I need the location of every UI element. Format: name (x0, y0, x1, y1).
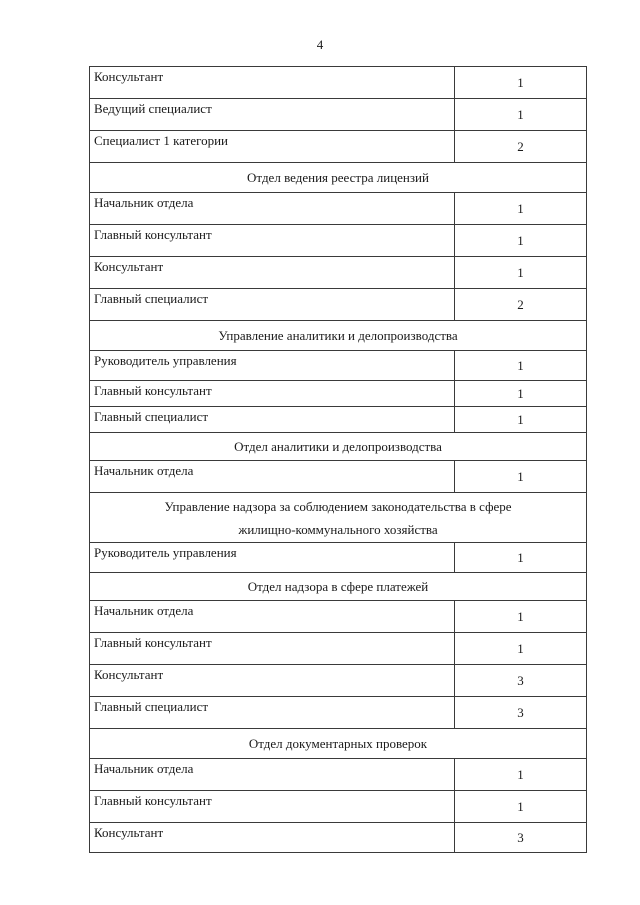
position-count: 1 (455, 381, 587, 407)
position-title: Консультант (90, 67, 455, 99)
position-count: 1 (455, 67, 587, 99)
table-row (90, 225, 587, 257)
section-row (90, 433, 587, 461)
position-count: 1 (455, 633, 587, 665)
section-row (90, 729, 587, 759)
section-heading: Управление надзора за соблюдением законодательства в сфере жилищно-коммунального хозяйства (90, 493, 587, 543)
table-row (90, 289, 587, 321)
section-heading: Отдел ведения реестра лицензий (90, 163, 587, 193)
position-count: 1 (455, 99, 587, 131)
section-row (90, 573, 587, 601)
section-heading: Отдел аналитики и делопроизводства (90, 433, 587, 461)
position-count: 1 (455, 759, 587, 791)
page-number: 4 (316, 37, 324, 52)
position-count: 1 (455, 257, 587, 289)
table-row (90, 67, 587, 99)
position-title: Главный консультант (90, 791, 455, 823)
position-count: 1 (455, 601, 587, 633)
section-heading: Отдел документарных проверок (90, 729, 587, 759)
table-row (90, 543, 587, 573)
position-count: 3 (455, 823, 587, 853)
position-count: 1 (455, 791, 587, 823)
position-count: 1 (455, 193, 587, 225)
position-title: Начальник отдела (90, 193, 455, 225)
position-count: 1 (455, 407, 587, 433)
table-row (90, 381, 587, 407)
table-row (90, 193, 587, 225)
position-count: 3 (455, 665, 587, 697)
section-row (90, 321, 587, 351)
position-title: Начальник отдела (90, 759, 455, 791)
table-row (90, 697, 587, 729)
position-title: Главный консультант (90, 633, 455, 665)
table-row (90, 257, 587, 289)
table-row (90, 759, 587, 791)
table-row (90, 407, 587, 433)
position-title: Главный консультант (90, 225, 455, 257)
position-count: 1 (455, 351, 587, 381)
table-row (90, 351, 587, 381)
table-row (90, 99, 587, 131)
section-heading: Отдел надзора в сфере платежей (90, 573, 587, 601)
position-count: 1 (455, 543, 587, 573)
table-row (90, 665, 587, 697)
position-title: Главный консультант (90, 381, 455, 407)
position-count: 2 (455, 131, 587, 163)
position-title: Консультант (90, 257, 455, 289)
position-count: 3 (455, 697, 587, 729)
position-title: Консультант (90, 665, 455, 697)
section-row (90, 493, 587, 543)
position-count: 1 (455, 225, 587, 257)
position-title: Ведущий специалист (90, 99, 455, 131)
position-title: Главный специалист (90, 289, 455, 321)
table-row (90, 461, 587, 493)
table-row (90, 633, 587, 665)
position-title: Главный специалист (90, 407, 455, 433)
position-title: Руководитель управления (90, 351, 455, 381)
table-row (90, 823, 587, 853)
staffing-table (89, 66, 587, 853)
table-row (90, 791, 587, 823)
position-count: 1 (455, 461, 587, 493)
position-title: Руководитель управления (90, 543, 455, 573)
position-title: Главный специалист (90, 697, 455, 729)
table-row (90, 601, 587, 633)
section-heading: Управление аналитики и делопроизводства (90, 321, 587, 351)
position-title: Консультант (90, 823, 455, 853)
position-count: 2 (455, 289, 587, 321)
position-title: Специалист 1 категории (90, 131, 455, 163)
position-title: Начальник отдела (90, 601, 455, 633)
section-row (90, 163, 587, 193)
table-row (90, 131, 587, 163)
position-title: Начальник отдела (90, 461, 455, 493)
